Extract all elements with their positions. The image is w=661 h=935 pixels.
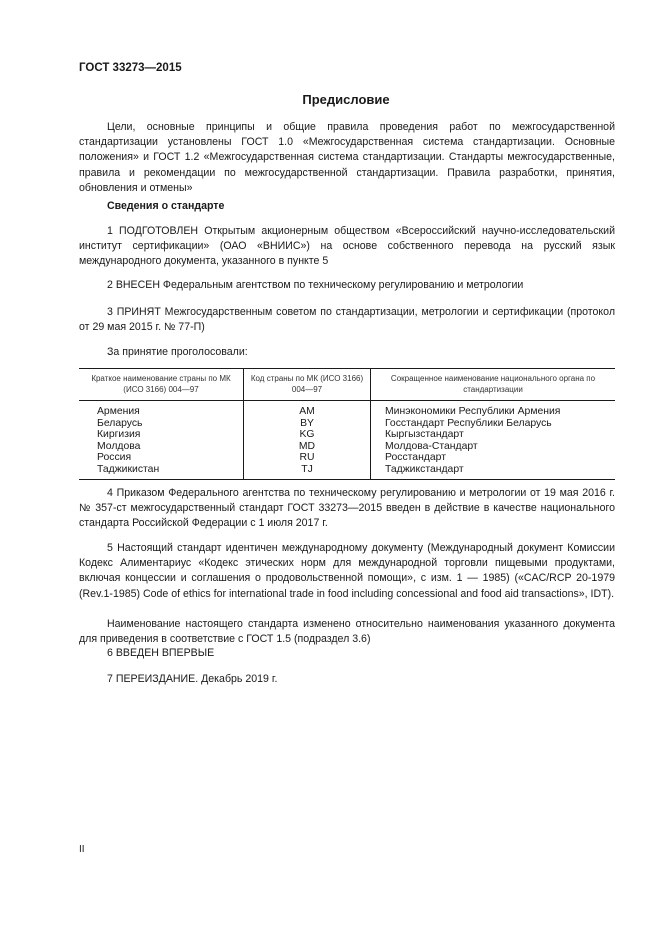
item-3-paragraph: 3 ПРИНЯТ Межгосударственным советом по стандартизации, метрологии и сертификации (протокол от 29 мая 2015 г. № 77-П): [79, 306, 615, 334]
page-title: Предисловие: [302, 92, 390, 107]
item-5-paragraph: 5 Настоящий стандарт идентичен международному документу (Международный документ Комиссии Кодекс Алиментариус «Кодекс этических норм для международной торговли пищевыми продуктами, включая концессии и соглашения о продовольственной помощи», с изм. 1 — 1985) («CAC/RCP 20-1979 (Rev.1-1985) Code of ethics for international trade in food including concessional and food aid transactions», IDT).: [79, 542, 615, 600]
item-1-paragraph: 1 ПОДГОТОВЛЕН Открытым акционерным обществом «Всероссийский научно-исследовательский институт сертификации» (ОАО «ВНИИС») на основе собственного перевода на русский язык международного документа, указанного в пункте 5: [79, 225, 615, 268]
country-code: RU: [244, 452, 371, 464]
country-name: Киргизия: [97, 429, 141, 441]
table-row: [79, 418, 615, 430]
header-standards-body: Сокращенное наименование национального органа по стандартизации: [371, 369, 616, 401]
page-number: II: [79, 844, 85, 855]
country-name: Молдова: [97, 440, 141, 452]
item-7-paragraph: 7 ПЕРЕИЗДАНИЕ. Декабрь 2019 г.: [107, 673, 278, 685]
vote-table: [79, 368, 615, 480]
intro-paragraph: Цели, основные принципы и общие правила проведения работ по межгосударственной стандартизации установлены ГОСТ 1.0 «Межгосударственная система стандартизации. Основные положения» и ГОСТ 1.2 «Межгосударственная система стандартизации. Стандарты межгосударственные, правила и рекомендации по межгосударственной стандартизации. Правила разработки, принятия, обновления и отмены»: [79, 121, 615, 194]
standards-body: Минэкономики Республики Армения: [385, 406, 561, 417]
country-code: AM: [244, 401, 371, 418]
country-code: BY: [244, 418, 371, 430]
country-code: MD: [244, 441, 371, 453]
table-row: [79, 401, 615, 418]
country-name: Россия: [97, 452, 132, 464]
standards-body: Госстандарт Республики Беларусь: [385, 417, 552, 429]
table-row: [79, 464, 615, 479]
table-row: [79, 452, 615, 464]
country-name: Беларусь: [97, 417, 143, 429]
standards-body: Молдова-Стандарт: [385, 440, 478, 452]
country-name: Таджикистан: [79, 464, 244, 479]
country-code: KG: [244, 429, 371, 441]
standards-body: Росстандарт: [385, 452, 446, 464]
vote-table-header-row: [79, 369, 615, 401]
section-heading: Сведения о стандарте: [107, 200, 225, 212]
item-2-paragraph: 2 ВНЕСЕН Федеральным агентством по техническому регулированию и метрологии: [107, 279, 524, 291]
table-row: [79, 429, 615, 441]
item-6-paragraph: 6 ВВЕДЕН ВПЕРВЫЕ: [107, 647, 215, 659]
header-country-name: Краткое наименование страны по МК (ИСО 3166) 004—97: [79, 369, 244, 401]
document-code: ГОСТ 33273—2015: [79, 62, 182, 74]
table-row: [79, 441, 615, 453]
country-code: TJ: [244, 464, 371, 479]
country-name: Армения: [97, 406, 140, 417]
vote-label: За принятие проголосовали:: [107, 346, 248, 358]
item-4-paragraph: 4 Приказом Федерального агентства по техническому регулированию и метрологии от 19 мая 2016 г. № 357-ст межгосударственный стандарт ГОСТ 33273—2015 введен в действие в качестве национального стандарта Российской Федерации с 1 июля 2017 г.: [79, 487, 615, 530]
item-5-note-paragraph: Наименование настоящего стандарта изменено относительно наименования указанного документа для приведения в соответствие с ГОСТ 1.5 (подраздел 3.6): [79, 618, 615, 646]
header-country-code: Код страны по МК (ИСО 3166) 004—97: [244, 369, 371, 401]
standards-body: Таджикстандарт: [371, 464, 616, 479]
standards-body: Кыргызстандарт: [385, 429, 464, 441]
